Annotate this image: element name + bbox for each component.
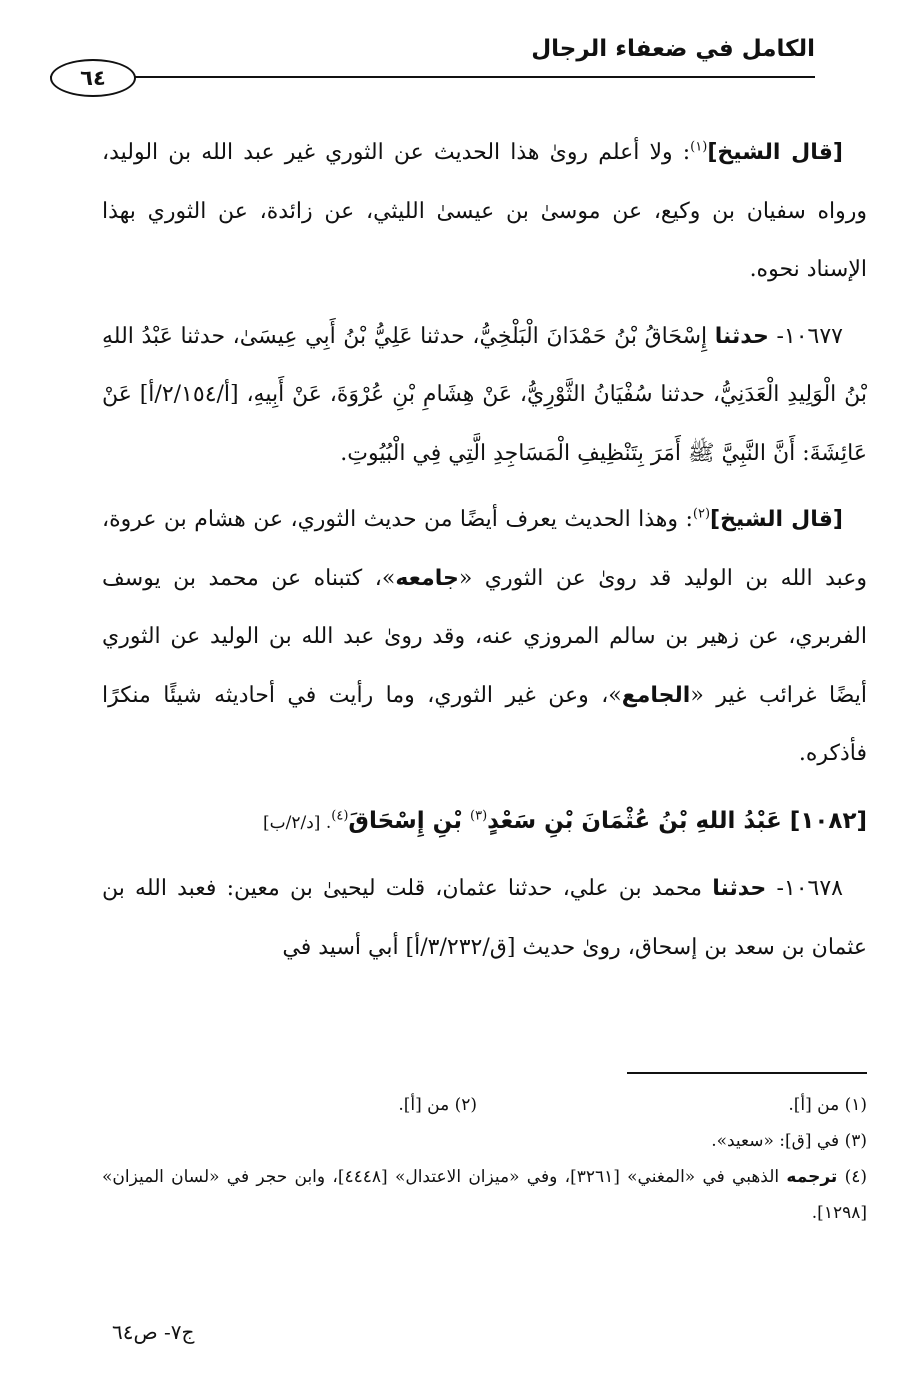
running-title: الكامل في ضعفاء الرجال <box>531 36 815 62</box>
speaker-label: [قال الشيخ] <box>707 140 843 165</box>
footnote-ref-3: (٣) <box>470 808 488 824</box>
entry-number: [١٠٨٢] <box>781 807 867 834</box>
main-text <box>102 124 867 985</box>
footnote-ref-2: (٢) <box>692 506 711 522</box>
page-number-oval: ٦٤ <box>50 59 136 97</box>
hadith-text: إِسْحَاقُ بْنُ حَمْدَانَ الْبَلْخِيُّ، حدثنا عَلِيُّ بْنُ أَبِي عِيسَىٰ، حدثنا عَبْدُ اللهِ بْنُ الْوَلِيدِ الْعَدَنِيُّ، حدثنا سُفْيَانُ الثَّوْرِيُّ، عَنْ هِشَامِ بْنِ عُرْوَةَ، عَنْ أَبِيهِ، [أ/٢/١٥٤/أ] عَنْ عَائِشَةَ: أَنَّ النَّبِيَّ ﷺ أَمَرَ بِتَنْظِيفِ الْمَسَاجِدِ الَّتِي فِي الْبُيُوتِ. <box>102 323 867 466</box>
hadith-10678 <box>102 860 867 977</box>
speaker-label: [قال الشيخ] <box>710 507 843 532</box>
footnote-2: (٢) من [أ]. <box>398 1095 477 1115</box>
folio-reference: ج٧- ص٦٤ <box>112 1320 195 1344</box>
book-title: جامعه <box>395 565 459 591</box>
paragraph-text: »، كتبناه عن محمد بن يوسف الفربري، عن زهير بن سالم المروزي عنه، وقد روىٰ عبد الله بن الوليد عن الثوري أيضًا غرائب غير « <box>102 565 867 708</box>
narration-lead: حدثنا <box>714 323 769 349</box>
footnote-rule <box>627 1072 867 1074</box>
hadith-number: ١٠٦٧٨- <box>766 876 843 901</box>
paragraph-1 <box>102 124 867 300</box>
footnote-text: الذهبي في «المغني» [٣٢٦١]، وفي «ميزان الاعتدال» [٤٤٤٨]، وابن حجر في «لسان الميزان» [١٢٩٨]. <box>102 1167 867 1223</box>
manuscript-ref: . [د/٢/ب] <box>262 812 332 833</box>
hadith-text: محمد بن علي، حدثنا عثمان، قلت ليحيىٰ بن معين: فعبد الله بن عثمان بن سعد بن إسحاق، روىٰ حديث [ق/٣/٢٣٢/أ] أبي أسيد في <box>102 876 867 960</box>
book-title: الجامع <box>621 682 691 708</box>
narration-lead: حدثنا <box>712 876 767 901</box>
footnote-number: (٤) <box>837 1167 867 1187</box>
footnote-3: (٣) في [ق]: «سعيد». <box>711 1131 867 1151</box>
paragraph-text: : وهذا الحديث يعرف أيضًا من حديث الثوري، عن هشام بن عروة، وعبد الله بن الوليد قد روىٰ عن الثوري « <box>102 507 868 591</box>
hadith-10677 <box>102 308 867 484</box>
header-rule <box>50 76 815 78</box>
footnote-row <box>102 1087 867 1123</box>
footnote-1: (١) من [أ]. <box>788 1095 867 1115</box>
entry-name: بْنِ إِسْحَاقَ <box>348 807 471 834</box>
footnote-ref-4: (٤) <box>331 808 349 824</box>
footnote-ref-1: (١) <box>690 139 708 155</box>
page-header <box>50 36 815 96</box>
footnote-keyword: ترجمه <box>786 1167 838 1187</box>
paragraph-text: »، وعن غير الثوري، وما رأيت في أحاديثه شيئًا منكرًا فأذكره. <box>102 682 867 766</box>
footnote-4 <box>102 1159 867 1231</box>
hadith-number: ١٠٦٧٧- <box>768 323 843 349</box>
entry-name: عَبْدُ اللهِ بْنُ عُثْمَانَ بْنِ سَعْدٍ <box>487 807 782 834</box>
paragraph-3 <box>102 491 867 784</box>
footnotes <box>102 1087 867 1231</box>
entry-heading-1082 <box>102 792 867 853</box>
paragraph-text: : ولا أعلم روىٰ هذا الحديث عن الثوري غير عبد الله بن الوليد، ورواه سفيان بن وكيع، عن موسىٰ بن عيسىٰ الليثي، عن زائدة، عن الثوري بهذا الإسناد نحوه. <box>102 140 867 282</box>
